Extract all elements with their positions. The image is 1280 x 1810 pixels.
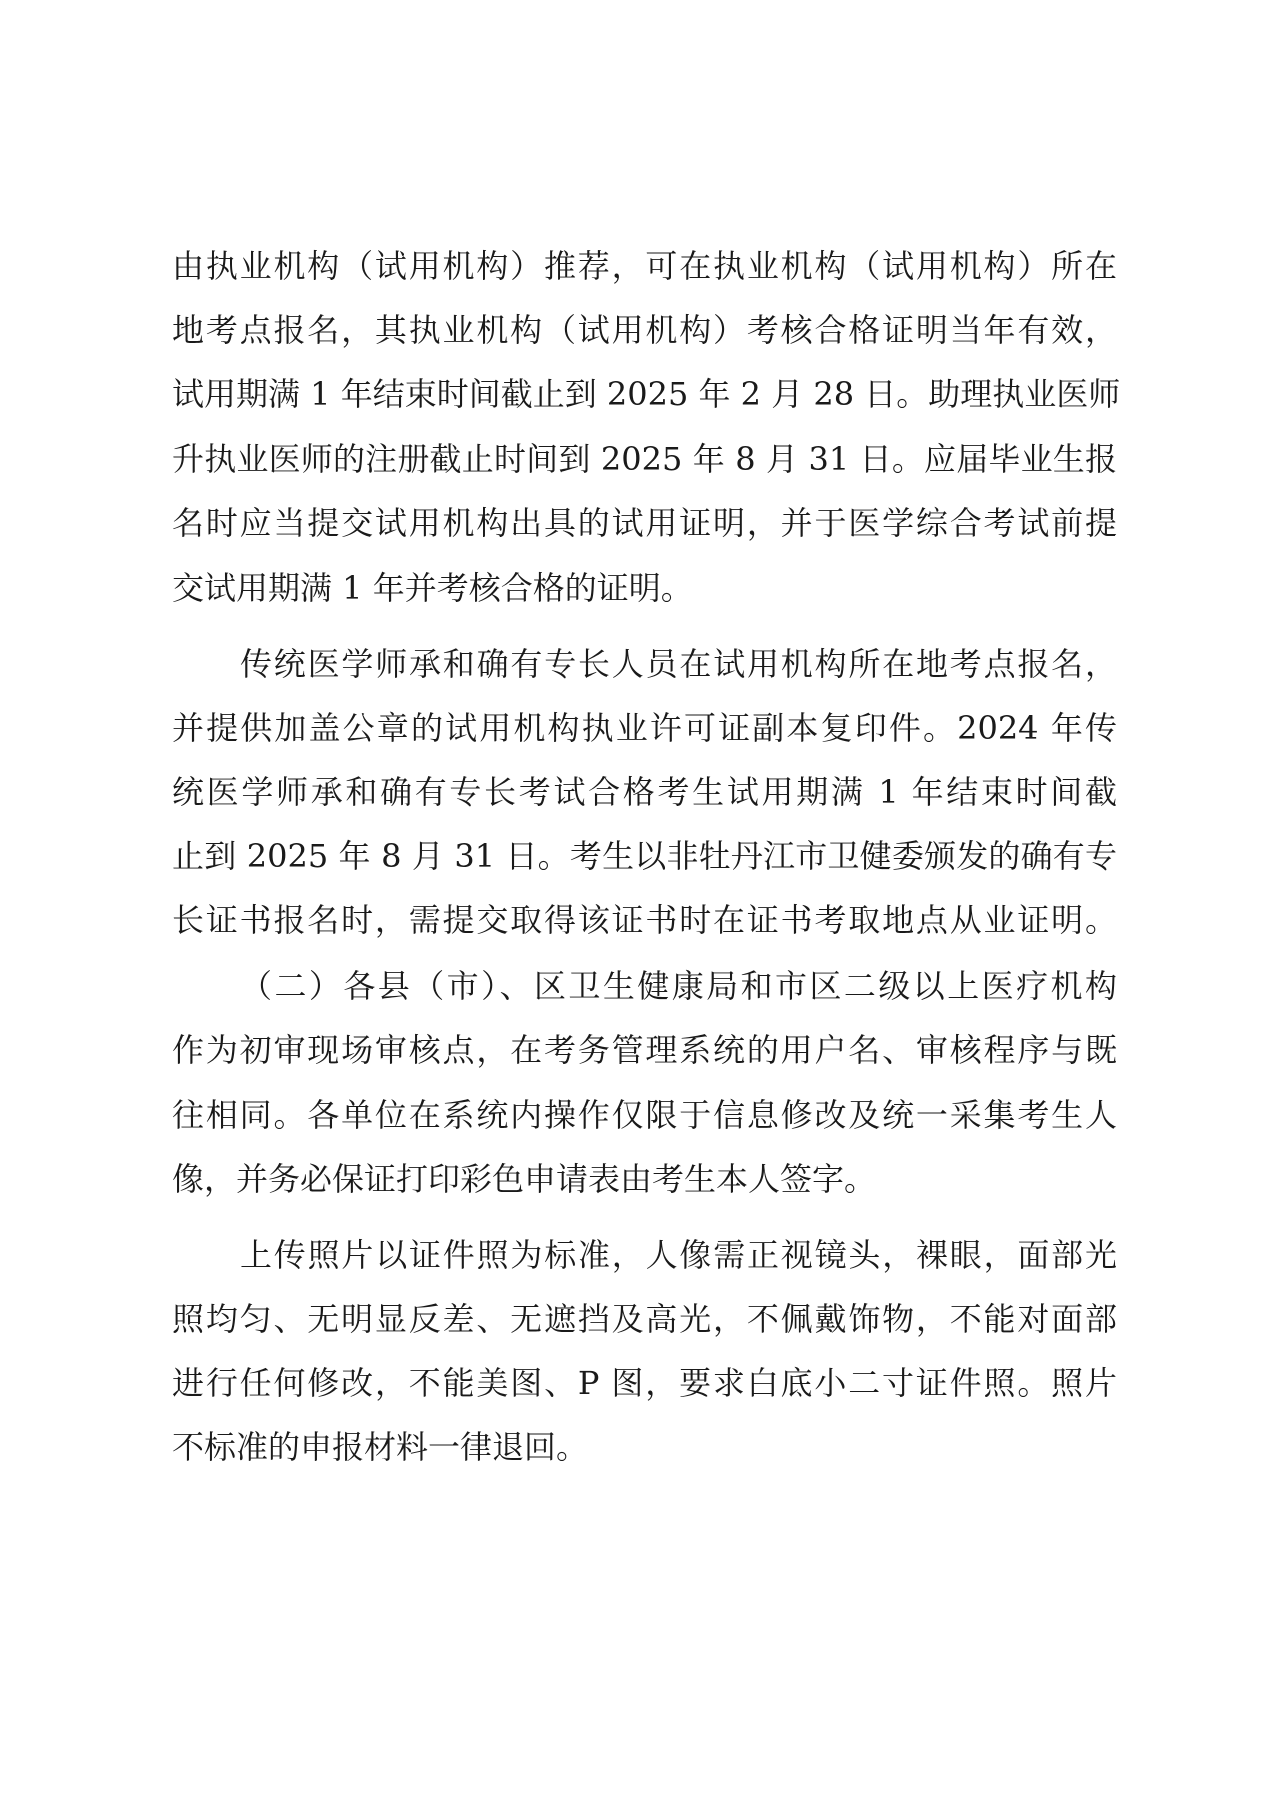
text-line: 长证书报名时，需提交取得该证书时在证书考取地点从业证明。: [172, 901, 1117, 939]
text-line: 进行任何修改，不能美图、P 图，要求白底小二寸证件照。照片: [172, 1364, 1117, 1402]
text-line: 名时应当提交试用机构出具的试用证明，并于医学综合考试前提: [172, 504, 1117, 542]
text-line: 地考点报名，其执业机构（试用机构）考核合格证明当年有效，: [172, 311, 1117, 349]
text-line: 试用期满 1 年结束时间截止到 2025 年 2 月 28 日。助理执业医师: [172, 375, 1121, 413]
text-line: （二）各县（市）、区卫生健康局和市区二级以上医疗机构: [240, 967, 1117, 1005]
text-line: 升执业医师的注册截止时间到 2025 年 8 月 31 日。应届毕业生报: [172, 440, 1117, 478]
text-line: 照均匀、无明显反差、无遮挡及高光，不佩戴饰物，不能对面部: [172, 1300, 1117, 1338]
text-line: 交试用期满 1 年并考核合格的证明。: [172, 569, 693, 607]
text-line: 上传照片以证件照为标准，人像需正视镜头，裸眼，面部光: [240, 1236, 1117, 1274]
text-line: 往相同。各单位在系统内操作仅限于信息修改及统一采集考生人: [172, 1096, 1117, 1134]
text-line: 统医学师承和确有专长考试合格考生试用期满 1 年结束时间截: [172, 773, 1117, 811]
text-line: 传统医学师承和确有专长人员在试用机构所在地考点报名，: [240, 645, 1117, 683]
text-line: 止到 2025 年 8 月 31 日。考生以非牡丹江市卫健委颁发的确有专: [172, 837, 1117, 875]
text-line: 由执业机构（试用机构）推荐，可在执业机构（试用机构）所在: [172, 247, 1117, 285]
text-line: 并提供加盖公章的试用机构执业许可证副本复印件。2024 年传: [172, 709, 1117, 747]
text-line: 像，并务必保证打印彩色申请表由考生本人签字。: [172, 1160, 877, 1198]
text-line: 不标准的申报材料一律退回。: [172, 1428, 589, 1466]
text-line: 作为初审现场审核点，在考务管理系统的用户名、审核程序与既: [172, 1031, 1117, 1069]
